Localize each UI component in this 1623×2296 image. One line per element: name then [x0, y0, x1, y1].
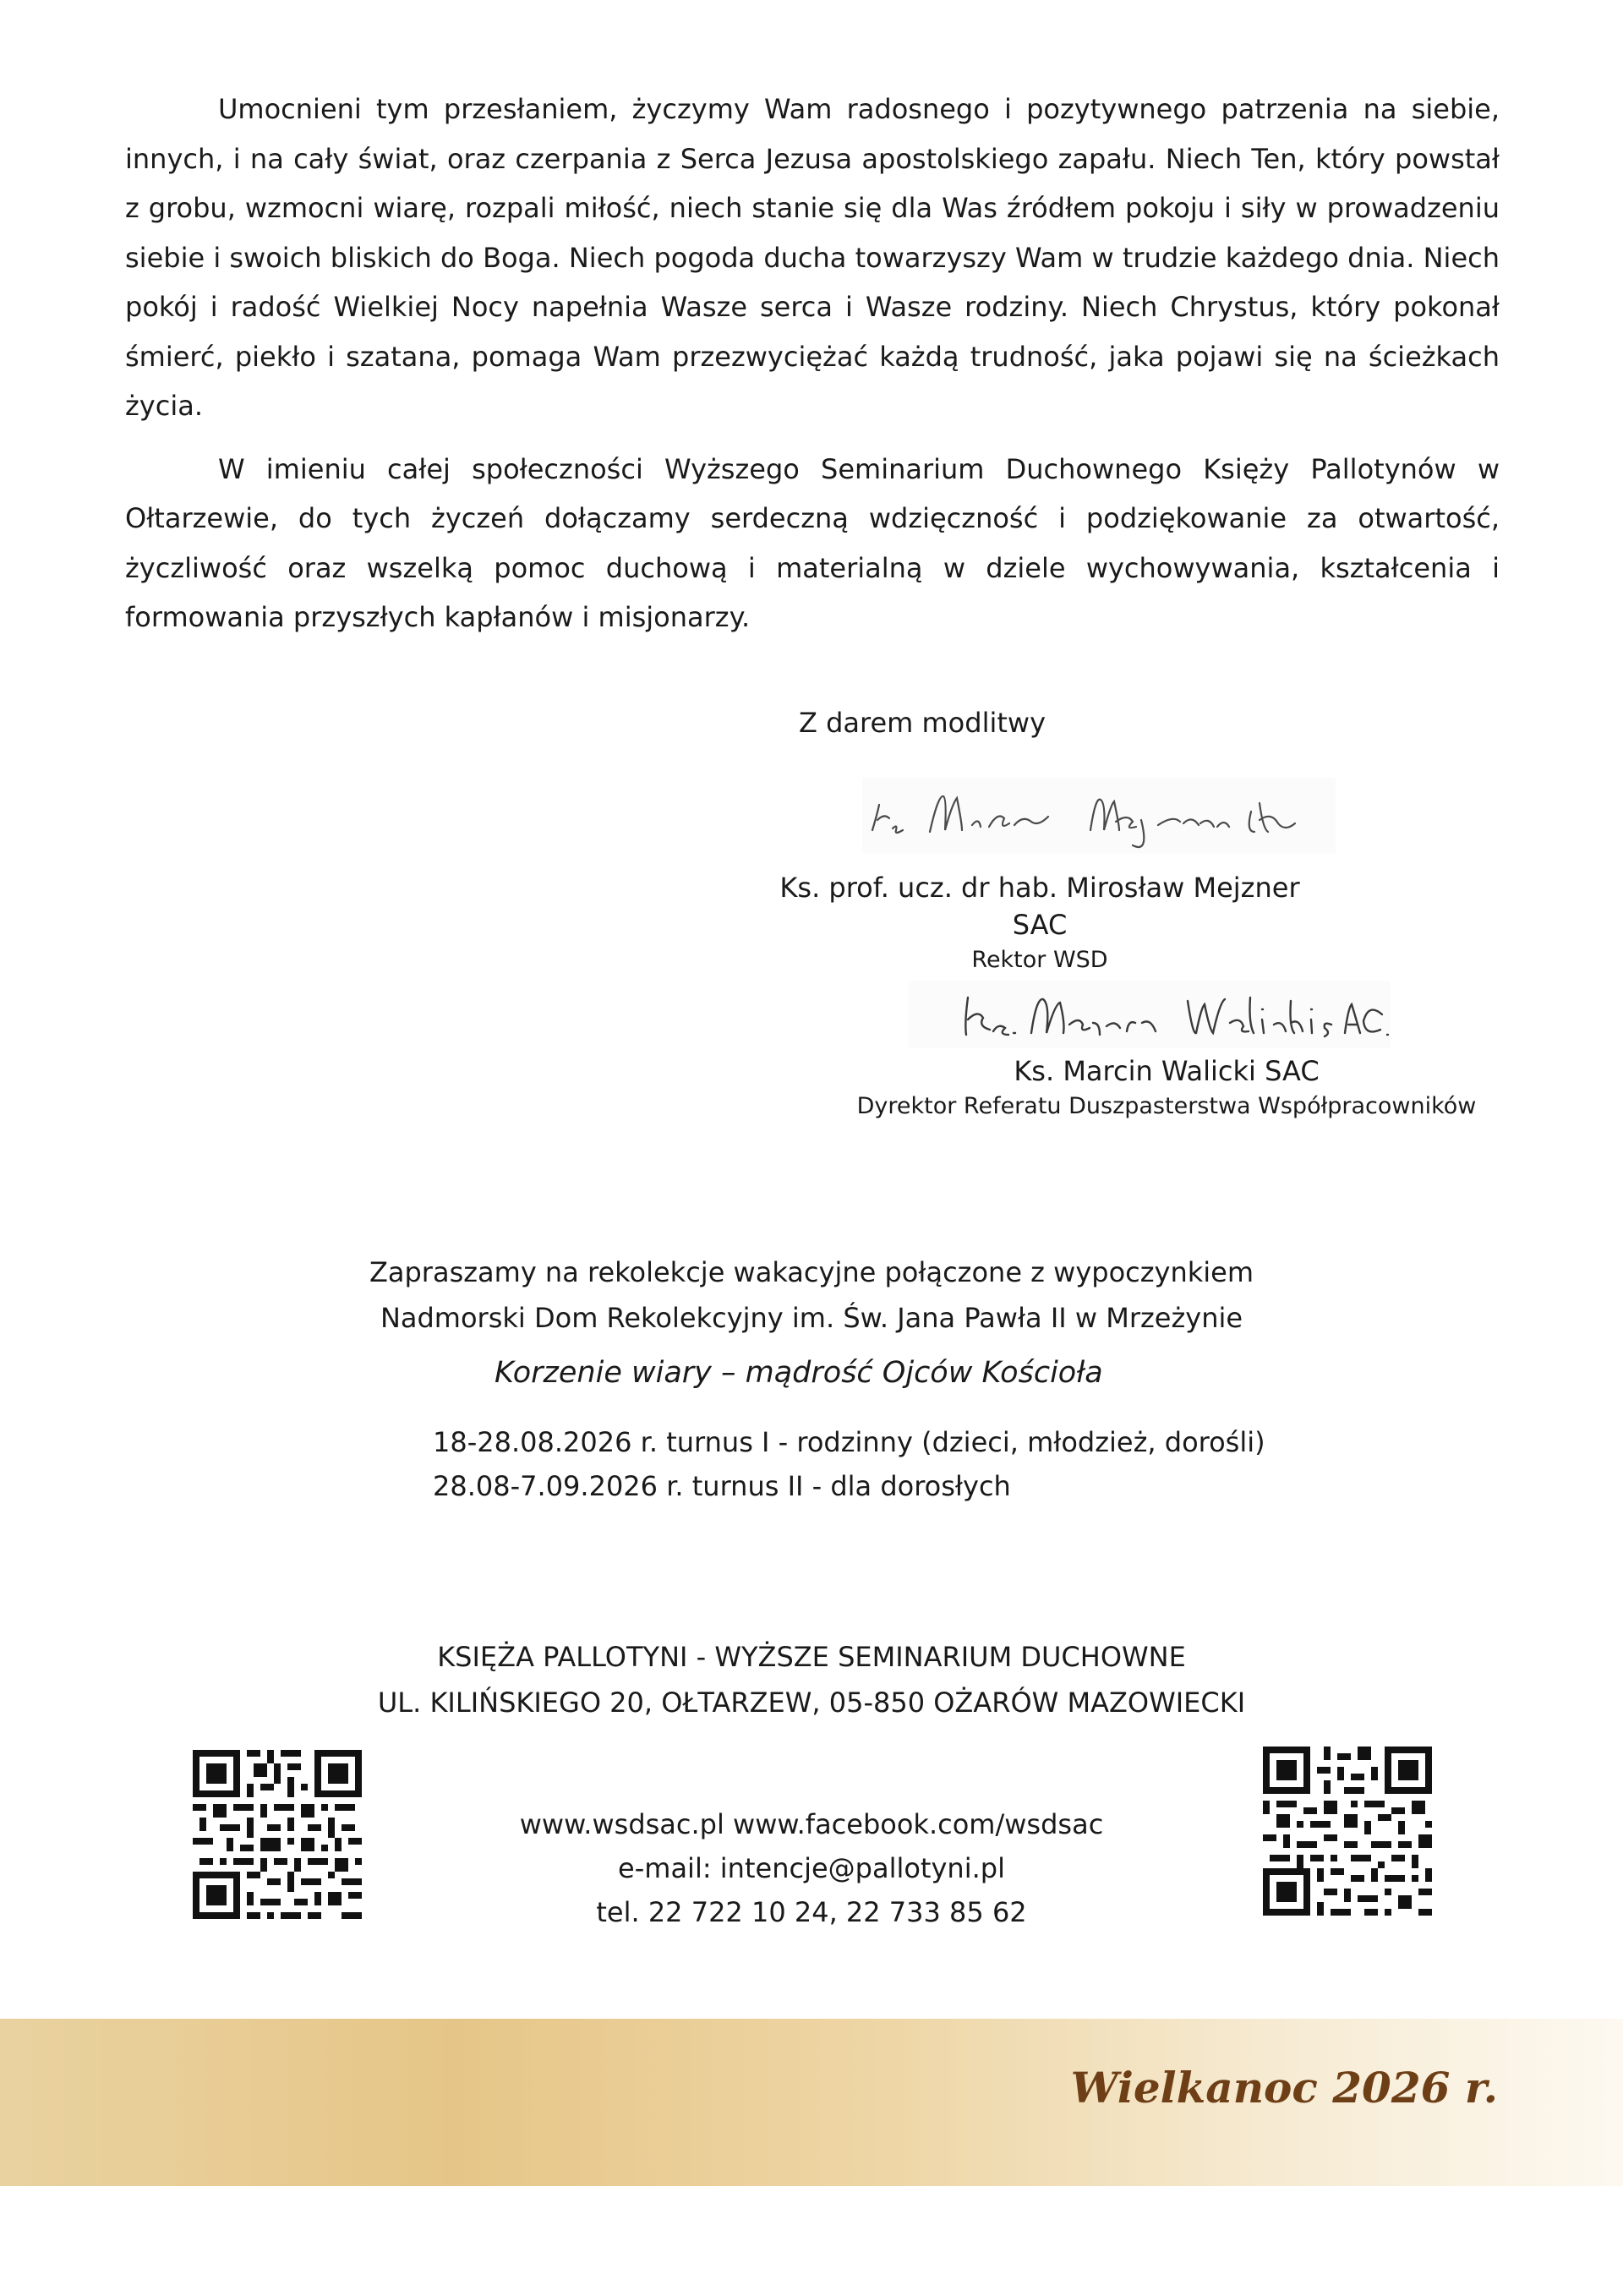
- contact-info: [389, 1802, 1234, 1934]
- qr-code-icon: [1263, 1747, 1432, 1916]
- contact-phone: tel. 22 722 10 24, 22 733 85 62: [596, 1896, 1027, 1928]
- retreat-session-2: 28.08-7.09.2026 r. turnus II - dla dorosłych: [433, 1470, 1011, 1502]
- footer-title: Wielkanoc 2026 r.: [1070, 2063, 1498, 2113]
- qr-code-icon: [193, 1750, 362, 1919]
- closing-line: Z darem modlitwy: [799, 707, 1046, 739]
- signatory-2: [795, 1052, 1538, 1123]
- contact-email[interactable]: e-mail: intencje@pallotyni.pl: [618, 1852, 1005, 1884]
- signatory-2-role: Dyrektor Referatu Duszpasterstwa Współpracowników: [856, 1093, 1477, 1119]
- retreat-invite-line-2: Nadmorski Dom Rekolekcyjny im. Św. Jana Pawła II w Mrzeżynie: [380, 1302, 1243, 1334]
- retreat-invitation: [304, 1249, 1319, 1341]
- signature-walicki-image: [909, 981, 1391, 1048]
- signature-mejzner-image: [862, 778, 1336, 854]
- organization-address: [304, 1634, 1319, 1725]
- letter-paragraph-1: Umocnieni tym przesłaniem, życzymy Wam radosnego i pozytywnego patrzenia na siebie, innych, i na cały świat, oraz czerpania z Serca Jezusa apostolskiego zapału. Niech Ten, który powstał z grobu, wzmocni wiarę, rozpali miłość, niech stanie się dla Was źródłem pokoju i siły w prowadzeniu siebie i swoich bliskich do Boga. Niech pogoda ducha towarzyszy Wam w trudzie każdego dnia. Niech pokój i radość Wielkiej Nocy napełnia Wasze serca i Wasze rodziny. Niech Chrystus, który pokonał śmierć, piekło i szatana, pomaga Wam przezwyciężać każdą trudność, jaka pojawi się na ścieżkach życia.: [125, 93, 1500, 422]
- signatory-1-role: Rektor WSD: [971, 947, 1108, 973]
- retreat-session-1: 18-28.08.2026 r. turnus I - rodzinny (dzieci, młodzież, dorośli): [433, 1426, 1265, 1458]
- letter-body: [125, 85, 1500, 642]
- letter-paragraph-2: W imieniu całej społeczności Wyższego Seminarium Duchownego Księży Pallotynów w Ołtarzewie, do tych życzeń dołączamy serdeczną wdzięczność i podziękowanie za otwartość, życzliwość oraz wszelką pomoc duchową i materialną w dziele wychowywania, kształcenia i formowania przyszłych kapłanów i misjonarzy.: [125, 452, 1500, 633]
- signatory-2-name: Ks. Marcin Walicki SAC: [1014, 1055, 1320, 1087]
- organization-name: KSIĘŻA PALLOTYNI - WYŻSZE SEMINARIUM DUCHOWNE: [437, 1641, 1186, 1673]
- retreat-invite-line-1: Zapraszamy na rekolekcje wakacyjne połączone z wypoczynkiem: [369, 1256, 1254, 1288]
- retreat-title: Korzenie wiary – mądrość Ojców Kościoła: [495, 1356, 1103, 1390]
- retreat-sessions: [433, 1420, 1265, 1508]
- contact-websites[interactable]: www.wsdsac.pl www.facebook.com/wsdsac: [519, 1808, 1104, 1840]
- organization-street: UL. KILIŃSKIEGO 20, OŁTARZEW, 05-850 OŻARÓW MAZOWIECKI: [377, 1686, 1246, 1719]
- signatory-1-name: Ks. prof. ucz. dr hab. Mirosław Mejzner SAC: [779, 872, 1300, 941]
- signatory-1: [778, 869, 1302, 977]
